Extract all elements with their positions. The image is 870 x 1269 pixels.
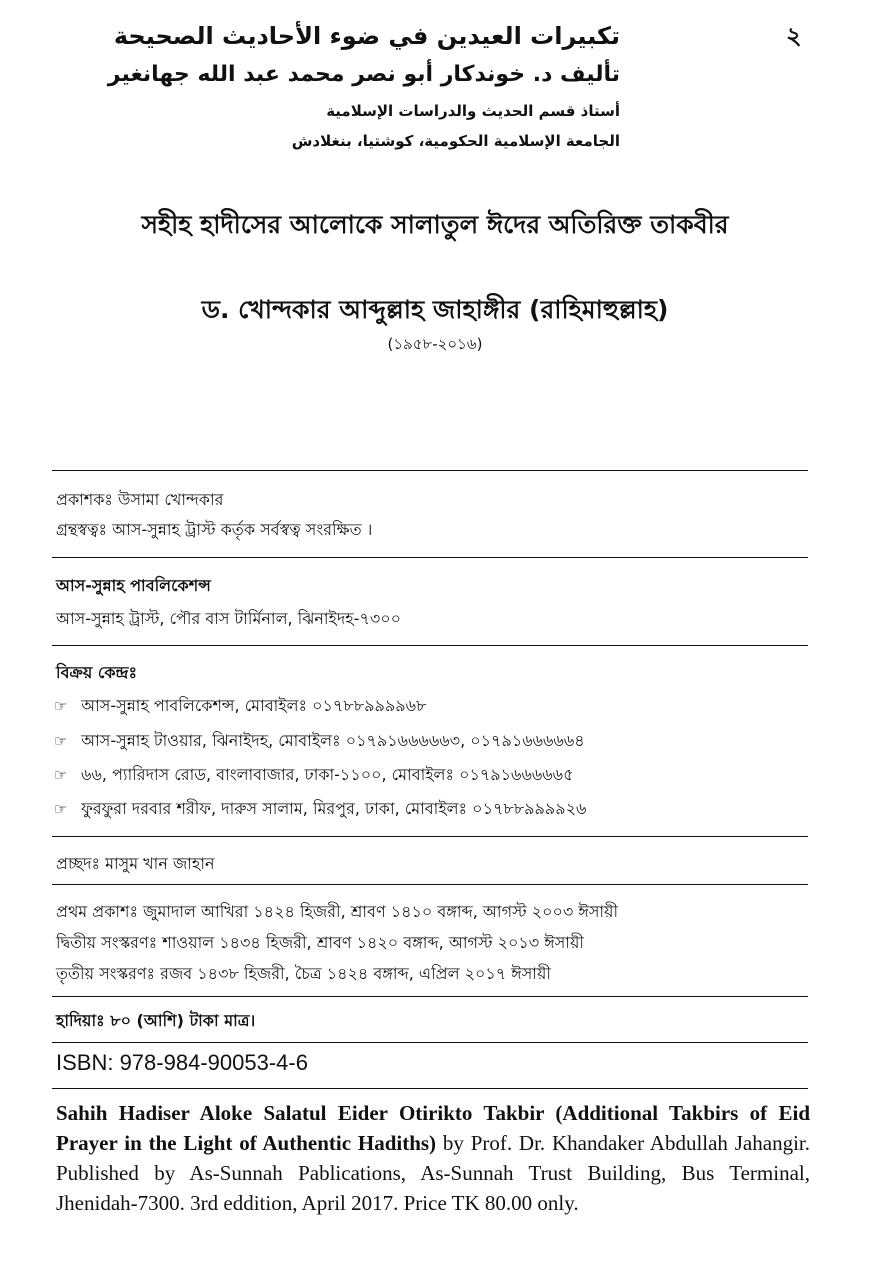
pointing-hand-icon: ☞ — [54, 697, 68, 715]
sales-center-text: আস-সুন্নাহ পাবলিকেশন্স, মোবাইলঃ ০১৭৮৮৯৯৯৯৬৮ — [81, 696, 427, 715]
arabic-title: تكبيرات العيدين في ضوء الأحاديث الصحيحة — [113, 22, 620, 50]
sales-center-text: ৬৬, প্যারিদাস রোড, বাংলাবাজার, ঢাকা-১১০০, মোবাইলঃ ০১৭৯১৬৬৬৬৬৫ — [81, 765, 574, 784]
divider — [52, 1088, 808, 1089]
divider — [52, 557, 808, 558]
divider — [52, 645, 808, 646]
divider — [52, 836, 808, 837]
author-years: (১৯৫৮-২০১৬) — [387, 335, 483, 353]
divider — [52, 884, 808, 885]
sales-center-item — [56, 728, 585, 755]
publisher-line: প্রকাশকঃ উসামা খোন্দকার — [56, 490, 224, 509]
cover-credit: প্রচ্ছদঃ মাসুম খান জাহান — [56, 854, 215, 873]
divider — [52, 1042, 808, 1043]
pointing-hand-icon: ☞ — [54, 766, 68, 784]
edition-first: প্রথম প্রকাশঃ জুমাদাল আখিরা ১৪২৪ হিজরী, শ্রাবণ ১৪১০ বঙ্গাব্দ, আগস্ট ২০০৩ ঈসায়ী — [56, 902, 619, 921]
arabic-university: الجامعة الإسلامية الحكومية، كوشتيا، بنغلادش — [291, 132, 620, 150]
sales-center-item — [56, 796, 586, 823]
sales-center-item — [56, 693, 426, 720]
edition-third: তৃতীয় সংস্করণঃ রজব ১৪৩৮ হিজরী, চৈত্র ১৪২৪ বঙ্গাব্দ, এপ্রিল ২০১৭ ঈসায়ী — [56, 964, 551, 983]
arabic-author: تأليف د. خوندكار أبو نصر محمد عبد الله جهانغير — [107, 62, 620, 87]
price-line: হাদিয়াঃ ৮০ (আশি) টাকা মাত্র। — [56, 1011, 256, 1030]
pointing-hand-icon: ☞ — [54, 732, 68, 750]
sales-center-text: ফুরফুরা দরবার শরীফ, দারুস সালাম, মিরপুর, ঢাকা, মোবাইলঃ ০১৭৮৮৯৯৯৯২৬ — [81, 799, 587, 818]
sales-centers-heading: বিক্রয় কেন্দ্রঃ — [56, 663, 138, 682]
english-title: Sahih Hadiser Aloke Salatul Eider Otirikto Takbir (Additional Takbirs of Eid Prayer in the Light of Authentic Hadiths) — [56, 1101, 810, 1155]
english-description — [56, 1098, 810, 1218]
pointing-hand-icon: ☞ — [54, 800, 68, 818]
page-number: ২ — [786, 22, 802, 50]
publications-name: আস-সুন্নাহ পাবলিকেশন্স — [56, 576, 211, 595]
arabic-author-position: أستاذ قسم الحديث والدراسات الإسلامية — [326, 102, 620, 120]
bengali-author: ড. খোন্দকার আব্দুল্লাহ জাহাঙ্গীর (রাহিমাহুল্লাহ) — [201, 295, 669, 324]
bengali-title: সহীহ হাদীসের আলোকে সালাতুল ঈদের অতিরিক্ত তাকবীর — [141, 210, 729, 239]
publications-address: আস-সুন্নাহ ট্রাস্ট, পৌর বাস টার্মিনাল, ঝিনাইদহ-৭৩০০ — [56, 609, 402, 628]
isbn: ISBN: 978-984-90053-4-6 — [56, 1050, 308, 1075]
sales-center-text: আস-সুন্নাহ টাওয়ার, ঝিনাইদহ, মোবাইলঃ ০১৭৯১৬৬৬৬৬৩, ০১৭৯১৬৬৬৬৬৪ — [81, 731, 585, 750]
english-details: by Prof. Dr. Khandaker Abdullah Jahangir. Published by As-Sunnah Pablications, As-Sunnah Trust Building, Bus Terminal, Jhenidah-7300. 3rd eddition, April 2017. Price TK 80.00 only. — [56, 1131, 810, 1215]
copyright-line: গ্রন্থস্বত্বঃ আস-সুন্নাহ ট্রাস্ট কর্তৃক সর্বস্বত্ব সংরক্ষিত । — [56, 520, 373, 539]
sales-center-item — [56, 762, 573, 789]
divider — [52, 470, 808, 471]
edition-second: দ্বিতীয় সংস্করণঃ শাওয়াল ১৪৩৪ হিজরী, শ্রাবণ ১৪২০ বঙ্গাব্দ, আগস্ট ২০১৩ ঈসায়ী — [56, 933, 584, 952]
divider — [52, 996, 808, 997]
